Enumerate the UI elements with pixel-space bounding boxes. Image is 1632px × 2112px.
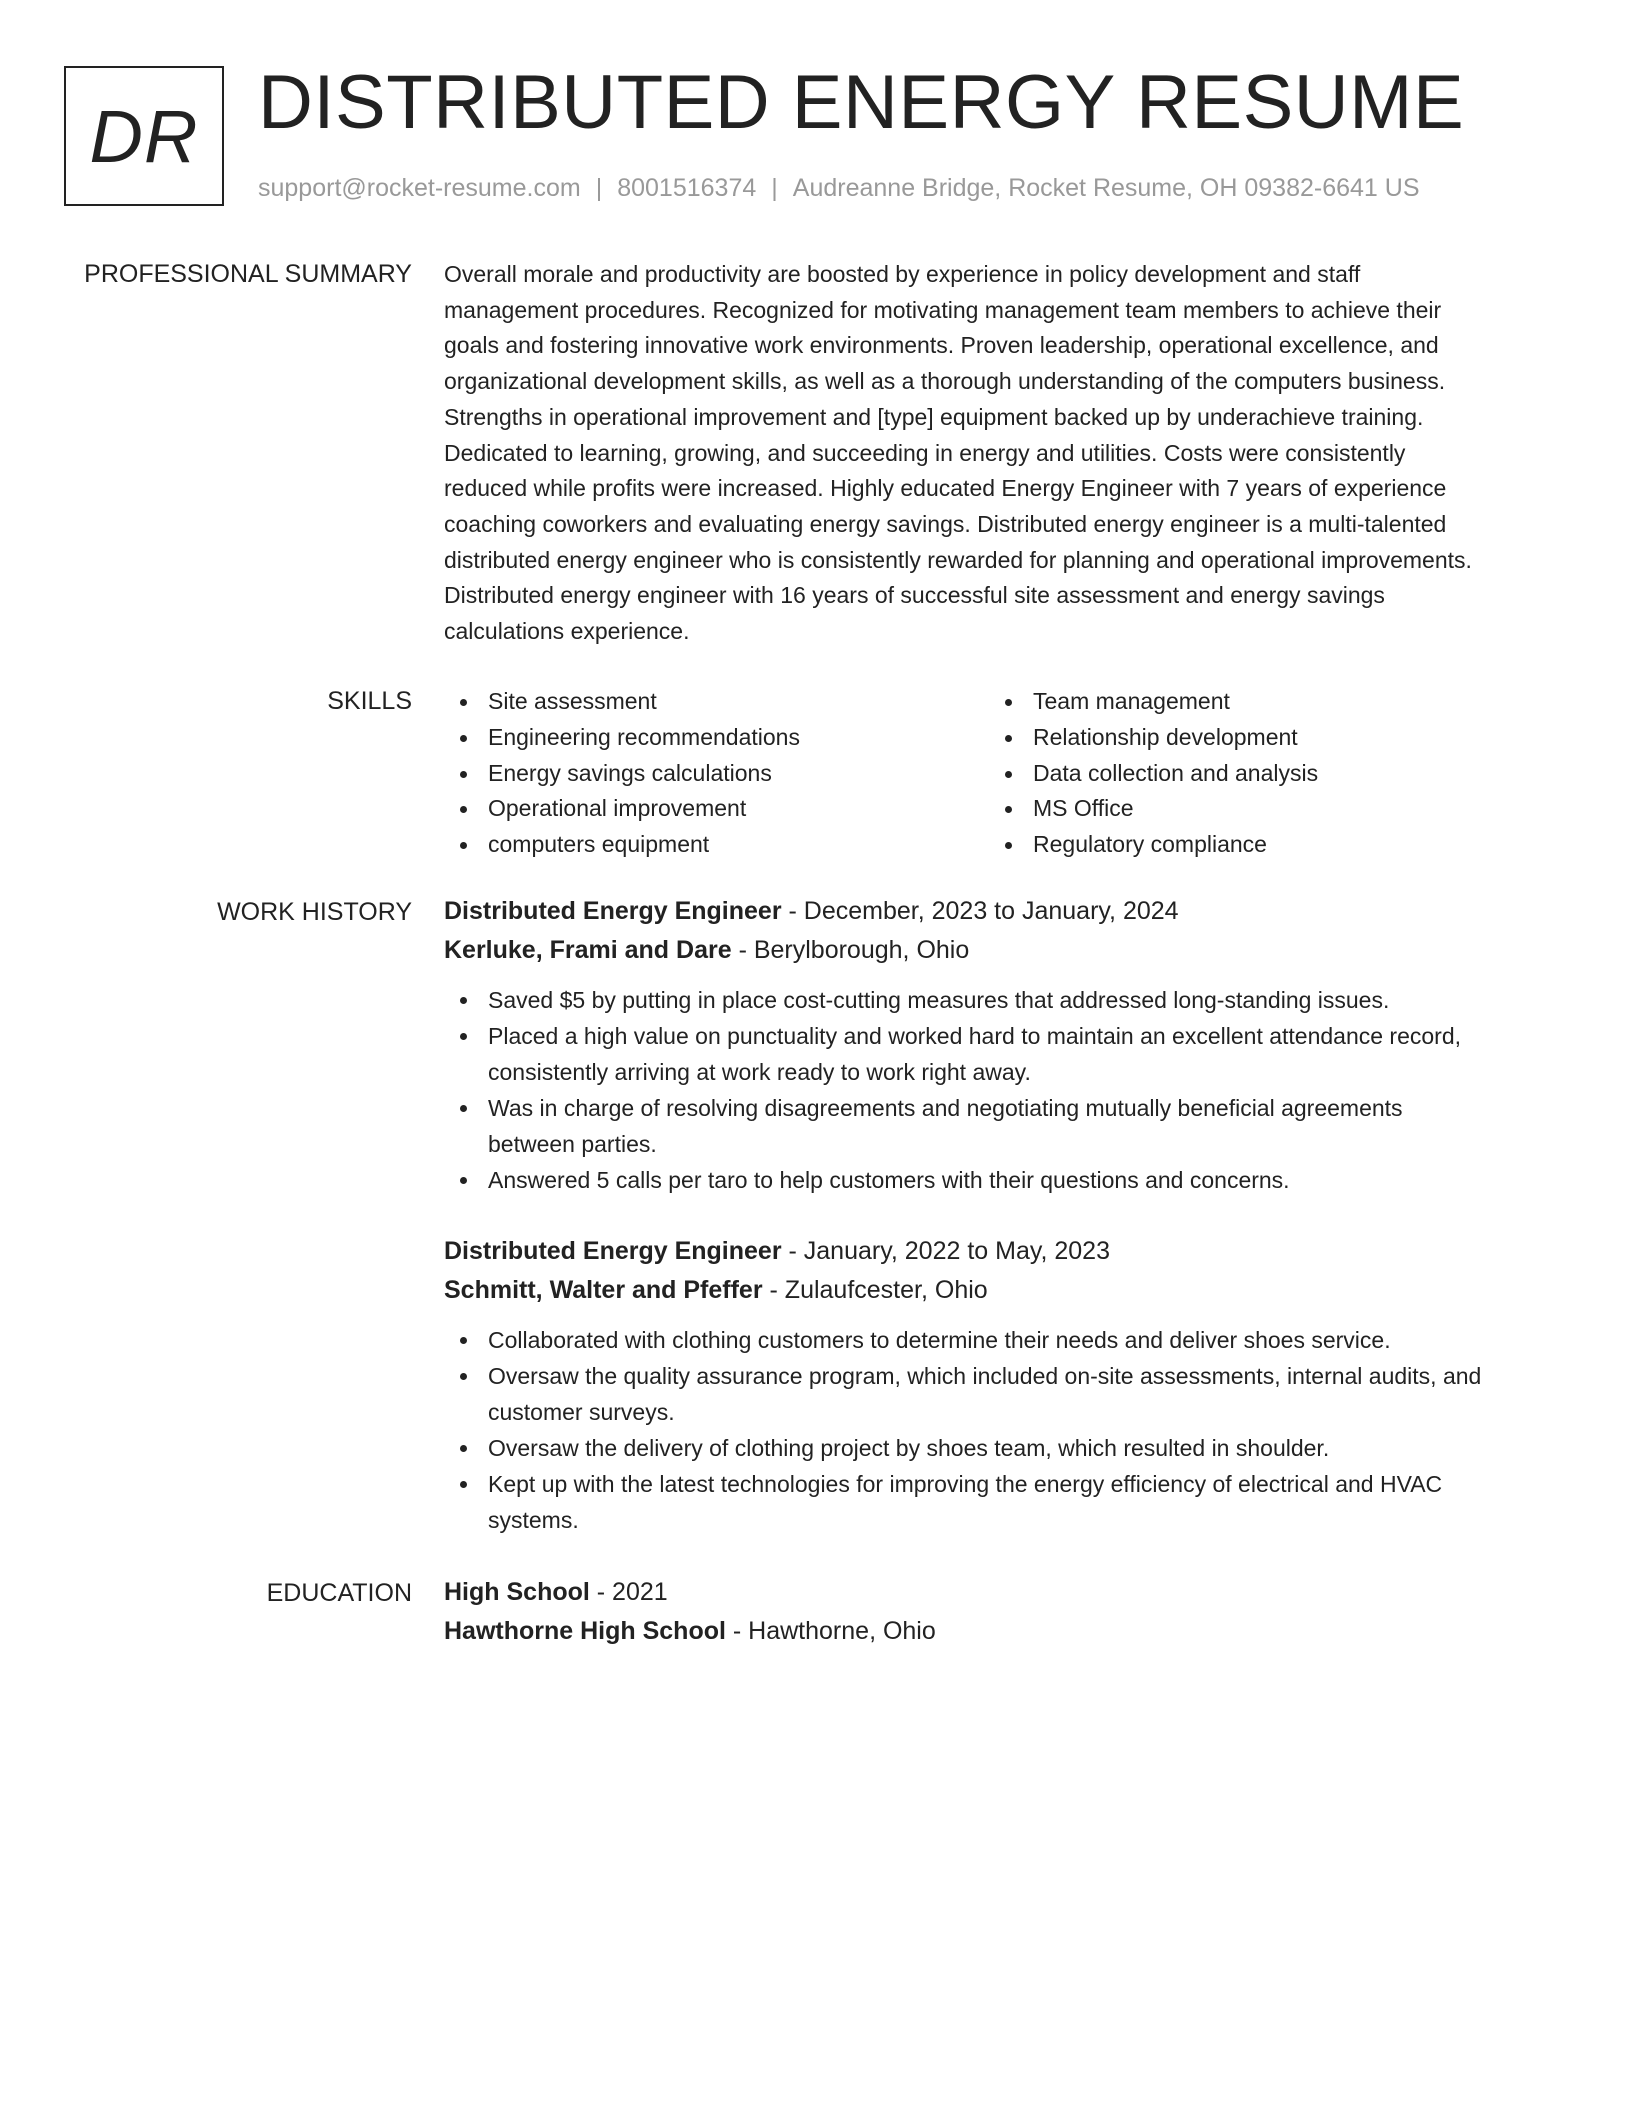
school-line — [444, 1612, 1554, 1651]
job-dates: - January, 2022 to May, 2023 — [781, 1237, 1110, 1265]
skill-item: Relationship development — [989, 720, 1318, 756]
summary-line: management procedures. Recognized for motivating management team members to achieve their — [444, 296, 1442, 323]
contact-separator: | — [771, 174, 778, 202]
duty-line: Answered 5 calls per taro to help customers with their questions and concerns. — [488, 1167, 1290, 1193]
duty-item — [444, 1430, 1554, 1466]
skill-item: Site assessment — [444, 684, 989, 720]
summary-line: reduced while profits were increased. Highly educated Energy Engineer with 7 years of experience — [444, 475, 1447, 502]
job-company-line — [444, 1271, 1554, 1310]
job-entry — [444, 1232, 1554, 1538]
education-entry — [444, 1573, 1554, 1651]
job-title-line — [444, 892, 1554, 931]
duty-line: Was in charge of resolving disagreements and negotiating mutually beneficial agreements — [488, 1095, 1403, 1121]
duty-line: Kept up with the latest technologies for improving the energy efficiency of electrical and HVAC — [488, 1471, 1443, 1497]
contact-email: support@rocket-resume.com — [258, 174, 581, 202]
job-company: Kerluke, Frami and Dare — [444, 936, 732, 964]
skills-list — [444, 684, 1554, 863]
duty-item — [444, 982, 1554, 1018]
skill-item: Energy savings calculations — [444, 756, 989, 792]
duty-line: systems. — [488, 1507, 579, 1533]
job-dates: - December, 2023 to January, 2024 — [781, 897, 1179, 925]
skill-item: MS Office — [989, 791, 1318, 827]
summary-line: Distributed energy engineer with 16 years of successful site assessment and energy savings — [444, 582, 1385, 609]
job-entry — [444, 892, 1554, 1198]
duty-item — [444, 1466, 1554, 1538]
skill-item: Engineering recommendations — [444, 720, 989, 756]
summary-line: Strengths in operational improvement and [type] equipment backed up by underachieve training. — [444, 403, 1424, 430]
duty-line: Oversaw the delivery of clothing project by shoes team, which resulted in shoulder. — [488, 1435, 1330, 1461]
duty-item — [444, 1090, 1554, 1162]
summary-line: Dedicated to learning, growing, and succeeding in energy and utilities. Costs were consistently — [444, 439, 1406, 466]
duty-item — [444, 1358, 1554, 1430]
skills-column-right — [989, 684, 1318, 863]
monogram: DR — [64, 66, 224, 206]
job-duties — [444, 1322, 1554, 1538]
job-location: - Zulaufcester, Ohio — [762, 1276, 988, 1304]
duty-line: between parties. — [488, 1131, 657, 1157]
duty-item — [444, 1322, 1554, 1358]
duty-line: Placed a high value on punctuality and worked hard to maintain an excellent attendance record, — [488, 1023, 1462, 1049]
graduation-year: - 2021 — [589, 1578, 668, 1606]
summary-line: goals and fostering innovative work environments. Proven leadership, operational excellence, and — [444, 332, 1439, 359]
summary-text — [444, 257, 1554, 650]
job-duties — [444, 982, 1554, 1198]
skill-item: Operational improvement — [444, 791, 989, 827]
section-label-skills: SKILLS — [327, 687, 412, 715]
job-title: Distributed Energy Engineer — [444, 1237, 782, 1265]
contact-address: Audreanne Bridge, Rocket Resume, OH 09382-6641 US — [792, 174, 1420, 202]
duty-line: consistently arriving at work ready to work right away. — [488, 1059, 1031, 1085]
resume-title: DISTRIBUTED ENERGY RESUME — [258, 60, 1465, 145]
job-title: Distributed Energy Engineer — [444, 897, 782, 925]
summary-line: Overall morale and productivity are boosted by experience in policy development and staff — [444, 261, 1361, 287]
contact-line — [258, 174, 1420, 203]
contact-phone: 8001516374 — [617, 174, 757, 202]
duty-line: Oversaw the quality assurance program, which included on-site assessments, internal audits, and — [488, 1363, 1482, 1389]
section-label-work-history: WORK HISTORY — [217, 898, 412, 926]
summary-line: organizational development skills, as well as a thorough understanding of the computers business. — [444, 368, 1446, 395]
duty-line: Saved $5 by putting in place cost-cutting measures that addressed long-standing issues. — [488, 987, 1390, 1013]
degree-line — [444, 1573, 1554, 1612]
skills-column-left — [444, 684, 989, 863]
section-label-summary: PROFESSIONAL SUMMARY — [84, 260, 412, 288]
skill-item: Data collection and analysis — [989, 756, 1318, 792]
skill-item: computers equipment — [444, 827, 989, 863]
job-company-line — [444, 931, 1554, 970]
school-name: Hawthorne High School — [444, 1617, 726, 1645]
duty-line: Collaborated with clothing customers to determine their needs and deliver shoes service. — [488, 1327, 1391, 1353]
summary-line: coaching coworkers and evaluating energy savings. Distributed energy engineer is a multi-talented — [444, 510, 1447, 537]
summary-line: calculations experience. — [444, 618, 690, 645]
school-location: - Hawthorne, Ohio — [725, 1617, 936, 1645]
job-location: - Berylborough, Ohio — [731, 936, 970, 964]
job-company: Schmitt, Walter and Pfeffer — [444, 1276, 763, 1304]
duty-item — [444, 1018, 1554, 1090]
summary-line: distributed energy engineer who is consistently rewarded for planning and operational improvements. — [444, 546, 1472, 573]
skill-item: Regulatory compliance — [989, 827, 1318, 863]
section-label-education: EDUCATION — [266, 1579, 412, 1607]
skill-item: Team management — [989, 684, 1318, 720]
job-title-line — [444, 1232, 1554, 1271]
contact-separator: | — [595, 174, 603, 202]
degree: High School — [444, 1578, 590, 1606]
duty-item — [444, 1162, 1554, 1198]
duty-line: customer surveys. — [488, 1399, 675, 1425]
